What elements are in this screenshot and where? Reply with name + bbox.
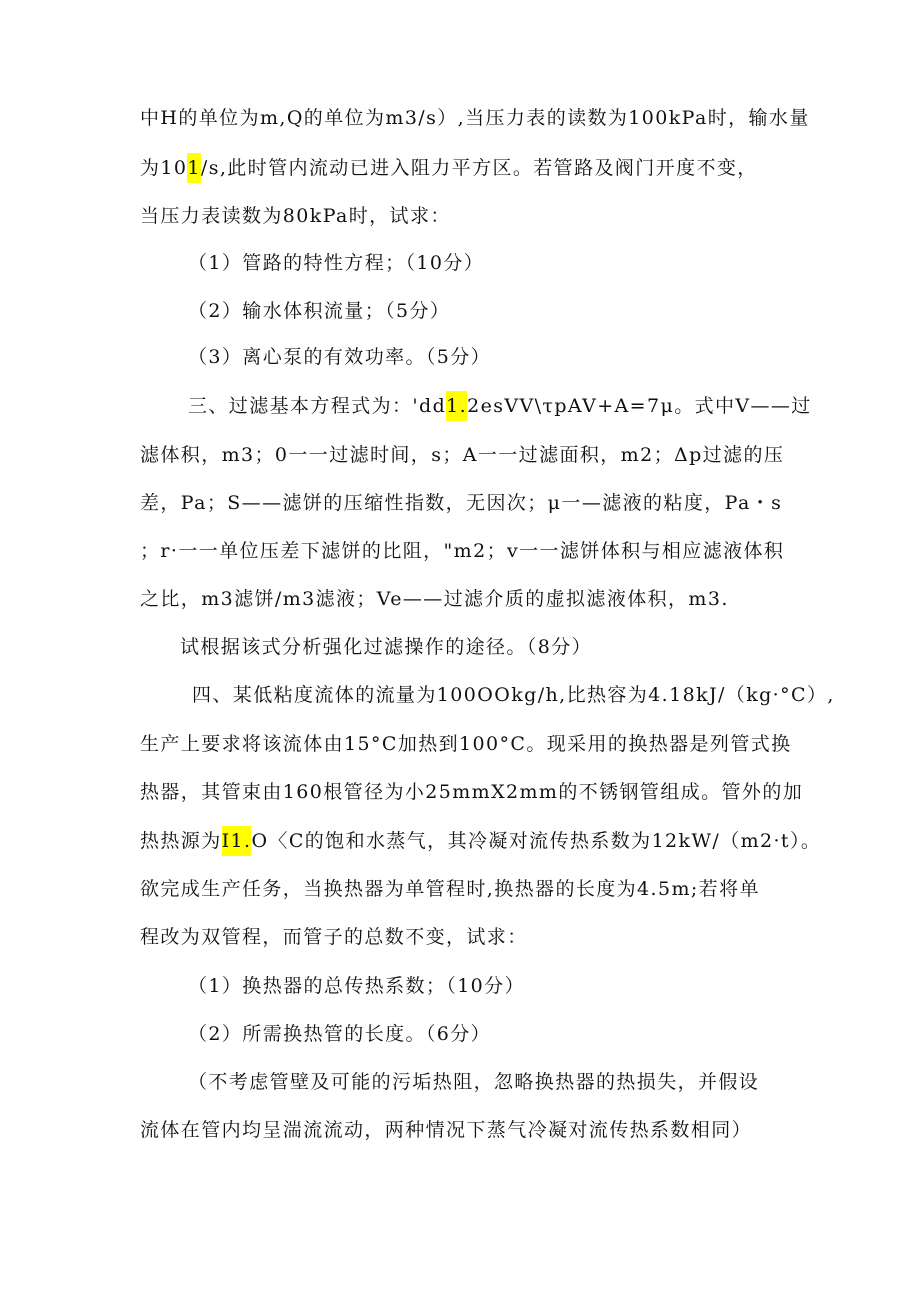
highlight-mark: 1 bbox=[187, 153, 201, 183]
q4-note-1 bbox=[188, 1067, 759, 1097]
q3-line-6-text: 试根据该式分析强化过滤操作的途径。（8分） bbox=[180, 636, 592, 658]
q3-line-3-text: 差，Pa；S——滤饼的压缩性指数，无因次；μ一—滤液的粘度，Pa・s bbox=[140, 492, 783, 514]
q2-line-1-text: 中H的单位为m,Q的单位为m3∕s）,当压力表的读数为100kPa时，输水量 bbox=[140, 107, 810, 129]
q4-line-4-pre: 热热源为 bbox=[140, 830, 222, 852]
q2-item-3-text: （3）离心泵的有效功率。（5分） bbox=[188, 346, 492, 368]
q2-line-2-post: ∕s,此时管内流动已进入阻力平方区。若管路及阀门开度不变， bbox=[200, 157, 758, 179]
q3-line-4 bbox=[140, 536, 784, 566]
q3-line-3 bbox=[140, 488, 782, 518]
q2-item-3 bbox=[188, 342, 491, 372]
q3-line-1 bbox=[188, 391, 812, 421]
q4-line-4-post: O〈C的饱和水蒸气，其冷凝对流传热系数为12kW/（m2·t）。 bbox=[251, 830, 822, 852]
q4-line-3 bbox=[140, 777, 803, 807]
q3-line-5 bbox=[140, 584, 729, 614]
q4-item-2 bbox=[188, 1019, 491, 1049]
q4-note-2-text: 流体在管内均呈湍流流动，两种情况下蒸气冷凝对流传热系数相同） bbox=[140, 1119, 753, 1141]
q2-item-1 bbox=[188, 248, 484, 278]
q2-item-2 bbox=[188, 296, 450, 326]
q4-line-1-text: 四、某低粘度流体的流量为100OOkg/h,比热容为4.18kJ∕（kg·°C）, bbox=[192, 684, 835, 706]
q4-line-3-text: 热器，其管束由160根管径为小25mmX2mm的不锈钢管组成。管外的加 bbox=[140, 781, 804, 803]
q3-line-6 bbox=[180, 632, 592, 662]
q4-line-6 bbox=[140, 922, 528, 952]
q2-line-2-pre: 为10 bbox=[140, 157, 188, 179]
q4-item-2-text: （2）所需换热管的长度。（6分） bbox=[188, 1023, 492, 1045]
q3-line-2-text: 滤体积，m3；0一一过滤时间，s；A一一过滤面积，m2；Δp过滤的压 bbox=[140, 444, 785, 466]
q4-line-2-text: 生产上要求将该流体由15°C加热到100°C。现采用的换热器是列管式换 bbox=[140, 733, 792, 755]
highlight-mark: I1. bbox=[222, 826, 252, 856]
q3-line-5-text: 之比，m3滤饼/m3滤液；Ve——过滤介质的虚拟滤液体积，m3. bbox=[140, 588, 729, 610]
q3-line-1-pre: 三、过滤基本方程式为：'dd bbox=[188, 395, 447, 417]
q4-item-1 bbox=[188, 971, 525, 1001]
q4-line-2 bbox=[140, 729, 792, 759]
q2-line-3 bbox=[140, 201, 451, 231]
q4-item-1-text: （1）换热器的总传热系数；（10分） bbox=[188, 975, 525, 997]
q2-line-2 bbox=[140, 153, 758, 183]
q4-note-1-text: （不考虑管壁及可能的污垢热阻，忽略换热器的热损失，并假设 bbox=[188, 1071, 760, 1093]
q4-line-5 bbox=[140, 874, 760, 904]
q4-line-6-text: 程改为双管程，而管子的总数不变，试求： bbox=[140, 926, 528, 948]
highlight-mark: 1. bbox=[446, 391, 467, 421]
q2-line-1 bbox=[140, 103, 810, 133]
q2-item-2-text: （2）输水体积流量；（5分） bbox=[188, 300, 451, 322]
q3-line-1-post: 2esVV\τpAV+A=7μ。式中V——过 bbox=[467, 395, 812, 417]
q2-line-3-text: 当压力表读数为80kPa时，试求： bbox=[140, 205, 451, 227]
q4-line-1 bbox=[192, 680, 835, 710]
q3-line-2 bbox=[140, 440, 784, 470]
q4-line-4 bbox=[140, 826, 821, 856]
q4-line-5-text: 欲完成生产任务，当换热器为单管程时,换热器的长度为4.5m;若将单 bbox=[140, 878, 760, 900]
q3-line-4-text: ；r·一一单位压差下滤饼的比阻，"m2；v一一滤饼体积与相应滤液体积 bbox=[140, 540, 785, 562]
q2-item-1-text: （1）管路的特性方程；（10分） bbox=[188, 252, 485, 274]
q4-note-2 bbox=[140, 1115, 752, 1145]
